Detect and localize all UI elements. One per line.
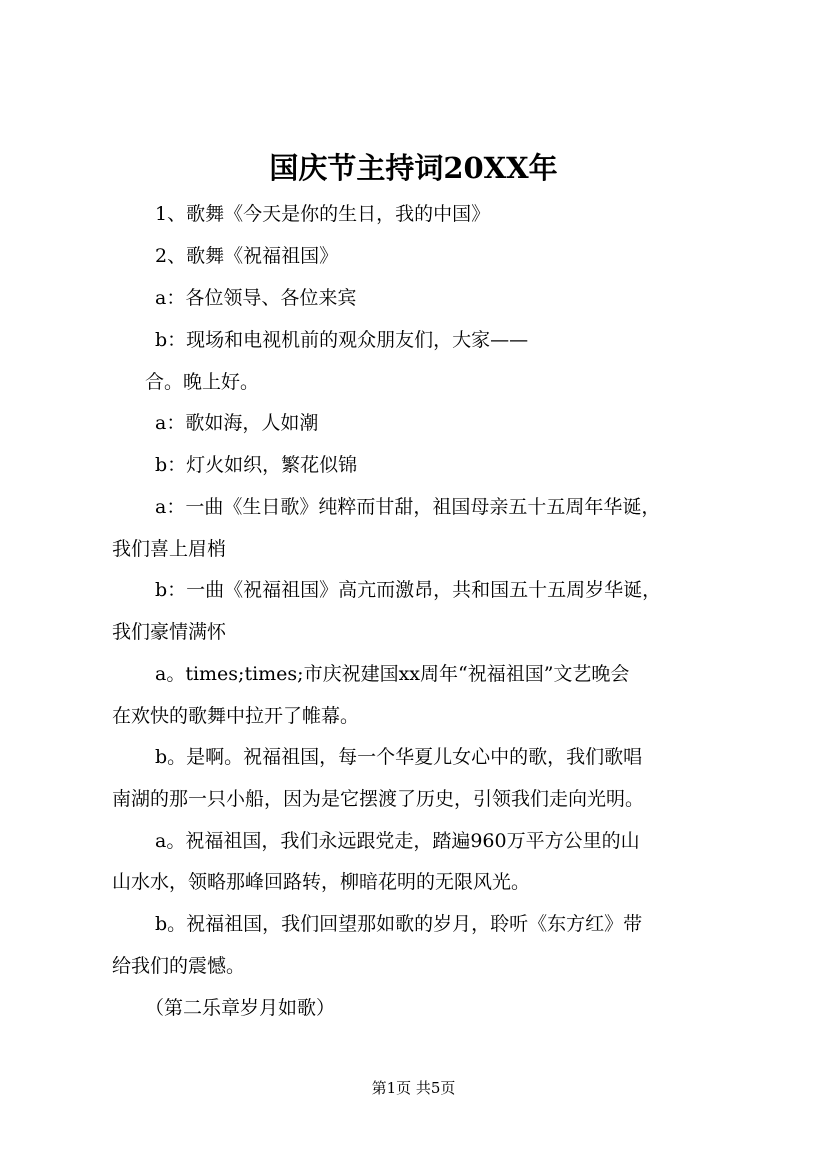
paragraph-line: b。是啊。祝福祖国，每一个华夏儿女心中的歌，我们歌唱	[155, 746, 643, 768]
paragraph-line: 我们喜上眉梢	[112, 538, 227, 560]
section-heading: （第二乐章岁月如歌）	[145, 997, 336, 1019]
paragraph-line: 我们豪情满怀	[112, 621, 227, 643]
paragraph-line: b：一曲《祝福祖国》高亢而激昂，共和国五十五周岁华诞，	[155, 579, 662, 601]
paragraph-line: b：现场和电视机前的观众朋友们，大家——	[155, 329, 529, 351]
paragraph-line: 1、歌舞《今天是你的生日，我的中国》	[155, 203, 491, 225]
paragraph-line: a。times;times;市庆祝建国xx周年“祝福祖国”文艺晚会	[155, 663, 630, 685]
page-footer: 第1页 共5页	[371, 1079, 456, 1097]
paragraph-line: a：一曲《生日歌》纯粹而甘甜，祖国母亲五十五周年华诞，	[155, 496, 661, 518]
paragraph-line: b。祝福祖国，我们回望那如歌的岁月，聆听《东方红》带	[155, 913, 643, 935]
paragraph-line: 2、歌舞《祝福祖国》	[155, 245, 339, 267]
document-title: 国庆节主持词20XX年	[269, 151, 558, 185]
paragraph-line: 给我们的震憾。	[112, 955, 246, 977]
paragraph-line: 南湖的那一只小船，因为是它摆渡了历史，引领我们走向光明。	[112, 788, 645, 810]
paragraph-line: 合。晚上好。	[145, 371, 260, 393]
paragraph-line: a：各位领导、各位来宾	[155, 287, 357, 309]
paragraph-line: 山水水，领略那峰回路转，柳暗花明的无限风光。	[112, 871, 531, 893]
paragraph-line: a。祝福祖国，我们永远跟党走，踏遍960万平方公里的山	[155, 830, 640, 852]
paragraph-line: 在欢快的歌舞中拉开了帷幕。	[112, 705, 360, 727]
paragraph-line: a：歌如海，人如潮	[155, 412, 319, 434]
paragraph-line: b：灯火如织，繁花似锦	[155, 454, 358, 476]
